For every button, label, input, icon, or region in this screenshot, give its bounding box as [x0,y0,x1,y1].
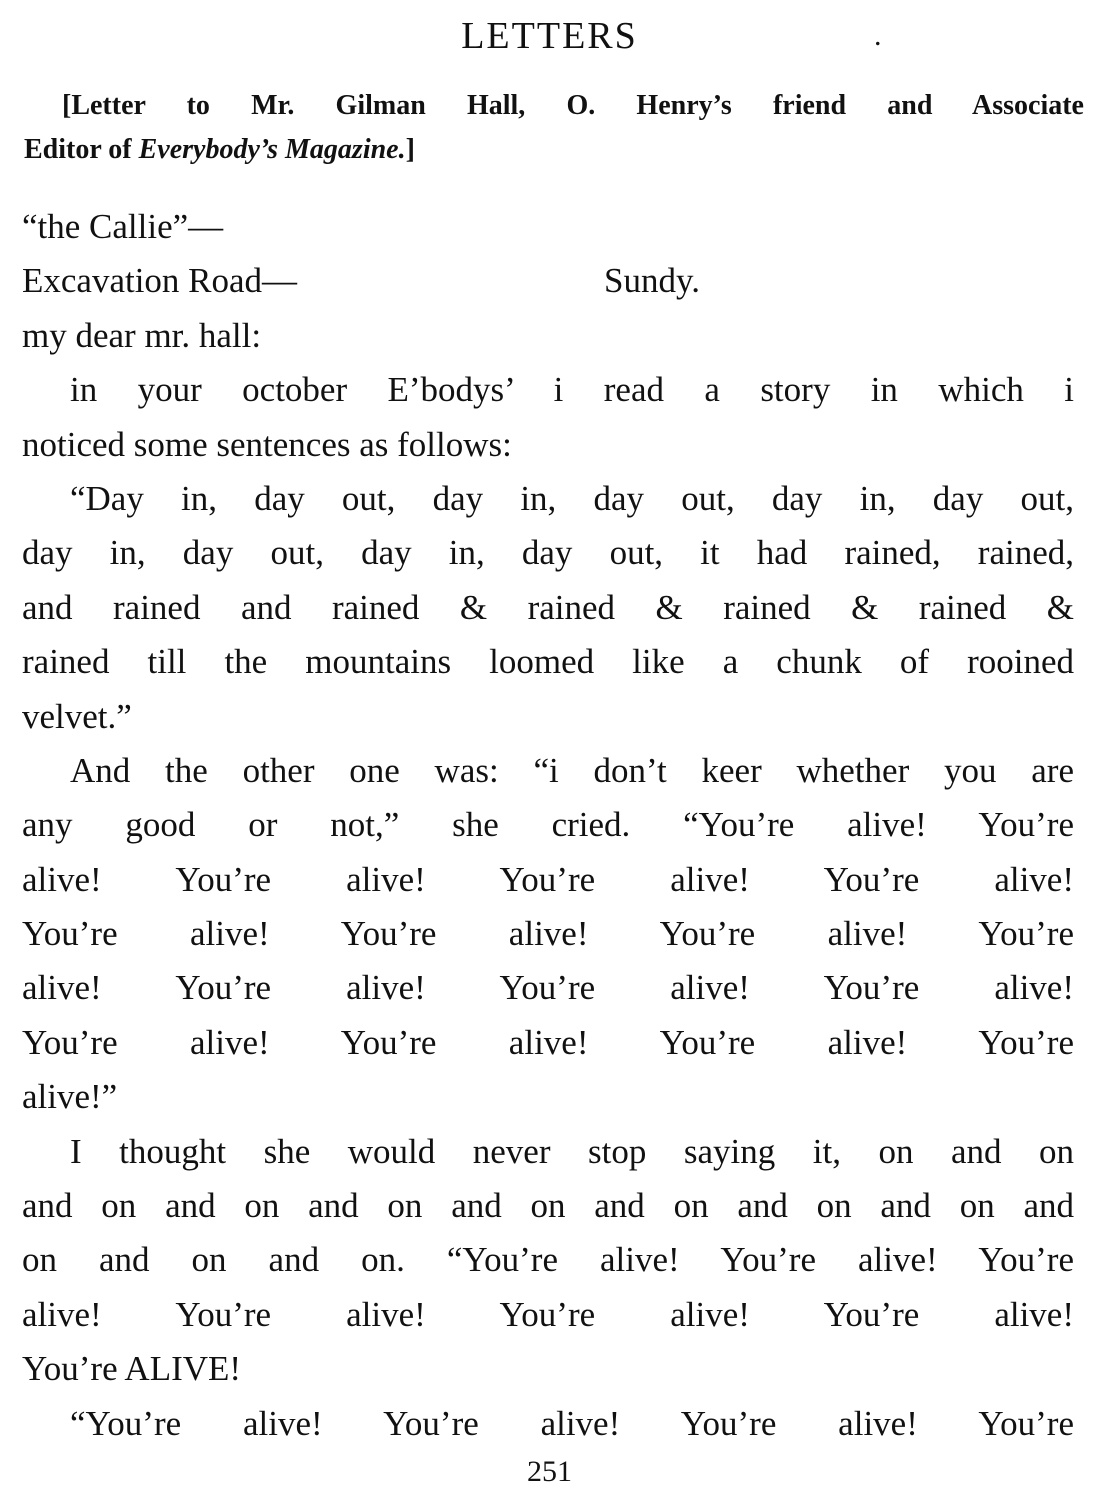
letter-line: “You’re alive! You’re alive! You’re alive! You’re [70,1403,1074,1443]
letter-line: “Day in, day out, day in, day out, day in, day out, [70,478,1074,518]
headnote-line-2 [24,128,1084,172]
headnote-text-2: Editor of [24,134,139,165]
letter-line: and rained and rained & rained & rained & rained & [22,587,1074,627]
letter-day: Sundy. [604,261,700,301]
letter-line-address [22,254,1074,308]
letter-line: You’re ALIVE! [22,1349,242,1389]
letter-line: rained till the mountains loomed like a chunk of rooined [22,642,1074,682]
letter-line: day in, day out, day in, day out, it had rained, rained, [22,533,1074,573]
headnote-magazine-title: Everybody’s Magazine. [138,134,406,165]
title-dot-mark: . [874,19,882,52]
headnote-open-bracket: [ [62,90,72,121]
headnote-text-1: Letter to Mr. Gilman Hall, O. Henry’s friend and Associate [71,90,1084,121]
letter-line: alive! You’re alive! You’re alive! You’re alive! [22,859,1074,899]
letter-line: noticed some sentences as follows: [22,424,512,464]
letter-line: alive! You’re alive! You’re alive! You’re alive! [22,1294,1074,1334]
letter-line: You’re alive! You’re alive! You’re alive! You’re [22,1022,1074,1062]
letter-line: alive!” [22,1077,118,1117]
letter-body [22,200,1074,1451]
letter-line: “the Callie”— [22,207,224,246]
letter-line: and on and on and on and on and on and on and on and [22,1186,1074,1226]
letter-line: Excavation Road— [22,261,298,301]
headnote-line-1 [24,84,1084,128]
letter-line: velvet.” [22,696,132,736]
editorial-headnote [24,84,1084,172]
letter-line: my dear mr. hall: [22,315,262,355]
letter-line: in your october E’bodys’ i read a story in which i [70,370,1074,410]
headnote-close-bracket: ] [405,134,415,165]
letter-line: And the other one was: “i don’t keer whether you are [70,750,1074,790]
letter-line: on and on and on. “You’re alive! You’re alive! You’re [22,1240,1074,1280]
page-number: 251 [527,1455,572,1488]
letter-line: I thought she would never stop saying it, on and on [70,1131,1074,1171]
letter-line: any good or not,” she cried. “You’re alive! You’re [22,805,1074,845]
letter-line: You’re alive! You’re alive! You’re alive! You’re [22,914,1074,954]
letter-line: alive! You’re alive! You’re alive! You’re alive! [22,968,1074,1008]
page-title: LETTERS [461,15,638,57]
